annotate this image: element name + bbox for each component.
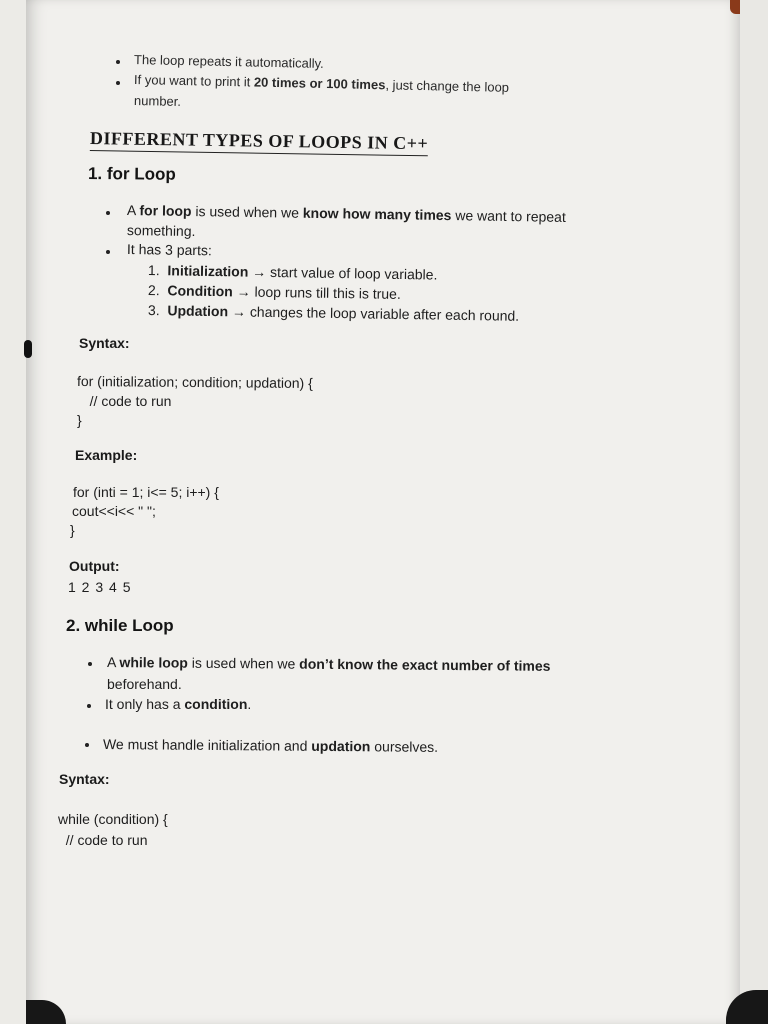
for-example-line-2: cout<<i<< " ";	[72, 503, 156, 519]
bullet-dot	[106, 250, 110, 254]
for-b1-mid: is used when we	[191, 203, 303, 221]
corner-mark	[730, 0, 740, 14]
bullet-dot	[87, 704, 91, 708]
for-syntax-line-2: // code to run	[78, 393, 172, 409]
intro-bullet-2-cont	[134, 93, 181, 109]
part-bold: Updation	[167, 302, 229, 320]
for-output-label: Output:	[69, 558, 120, 574]
while-loop-bullet-2	[105, 696, 251, 712]
while-b1-bold2: don’t know the exact number of times	[299, 655, 551, 674]
part-rest: → changes the loop variable after each round.	[227, 303, 520, 324]
while-b1-mid: is used when we	[187, 654, 300, 672]
intro-bullet-2-bold: 20 times or 100 times	[253, 74, 386, 93]
for-loop-title: 1. for Loop	[87, 164, 176, 184]
while-b3-bold: updation	[311, 737, 371, 755]
for-b1-cont: something.	[126, 222, 196, 240]
while-b1-bold1: while loop	[119, 654, 188, 671]
margin-blot	[24, 340, 32, 358]
page-right-margin	[740, 0, 768, 1024]
bullet-dot	[88, 662, 92, 666]
for-syntax-line-1: for (initialization; condition; updation) {	[76, 373, 313, 392]
intro-bullet-2-post: , just change the loop	[385, 77, 510, 95]
bullet-dot	[106, 211, 110, 215]
while-loop-bullet-1-cont	[107, 676, 182, 692]
for-b1-post: we want to repeat	[451, 207, 566, 225]
for-output-value: 1 2 3 4 5	[68, 579, 132, 595]
while-loop-bullet-3	[103, 736, 438, 755]
intro-bullet-2-pre: If you want to print it	[133, 72, 255, 90]
bullet-dot	[85, 743, 89, 747]
for-loop-bullet-1-cont	[127, 222, 196, 239]
part-bold: Initialization	[167, 262, 249, 280]
part-rest: → start value of loop variable.	[248, 263, 438, 283]
for-syntax-line-3: }	[77, 412, 82, 428]
for-b1-bold2: know how many times	[302, 204, 452, 224]
intro-bullet-1-text: The loop repeats it automatically.	[133, 52, 324, 71]
bullet-dot	[116, 81, 120, 85]
while-b2-pre: It only has a	[105, 696, 185, 712]
for-b1-bold1: for loop	[139, 202, 192, 220]
for-example-line-1: for (inti = 1; i<= 5; i++) {	[73, 484, 219, 500]
for-example-line-3: }	[70, 522, 75, 538]
part-num: 1.	[147, 262, 160, 279]
part-bold: Condition	[167, 282, 233, 300]
while-b2-bold: condition	[184, 696, 248, 712]
section-heading: DIFFERENT TYPES OF LOOPS IN C++	[90, 128, 429, 156]
page-left-margin	[0, 0, 26, 1024]
part-rest: → loop runs till this is true.	[232, 283, 401, 302]
for-example-label: Example:	[75, 447, 138, 463]
while-loop-title: 2. while Loop	[66, 616, 174, 635]
for-loop-bullet-2: It has 3 parts:	[126, 241, 212, 259]
while-b3-post: ourselves.	[370, 738, 439, 755]
for-b1-pre: A	[126, 202, 140, 219]
part-num: 3.	[147, 302, 160, 319]
while-b3-pre: We must handle initialization and	[102, 736, 312, 754]
intro-bullet-2-cont-text: number.	[133, 93, 182, 109]
while-syntax-line-2: // code to run	[58, 832, 148, 848]
while-b1-cont: beforehand.	[107, 676, 182, 692]
while-b1-pre: A	[106, 654, 120, 671]
for-syntax-label: Syntax:	[79, 335, 130, 351]
bullet-dot	[116, 60, 120, 64]
while-b2-post: .	[247, 696, 252, 712]
while-syntax-line-1: while (condition) {	[58, 811, 168, 827]
part-num: 2.	[147, 282, 160, 299]
while-syntax-label: Syntax:	[59, 771, 110, 787]
